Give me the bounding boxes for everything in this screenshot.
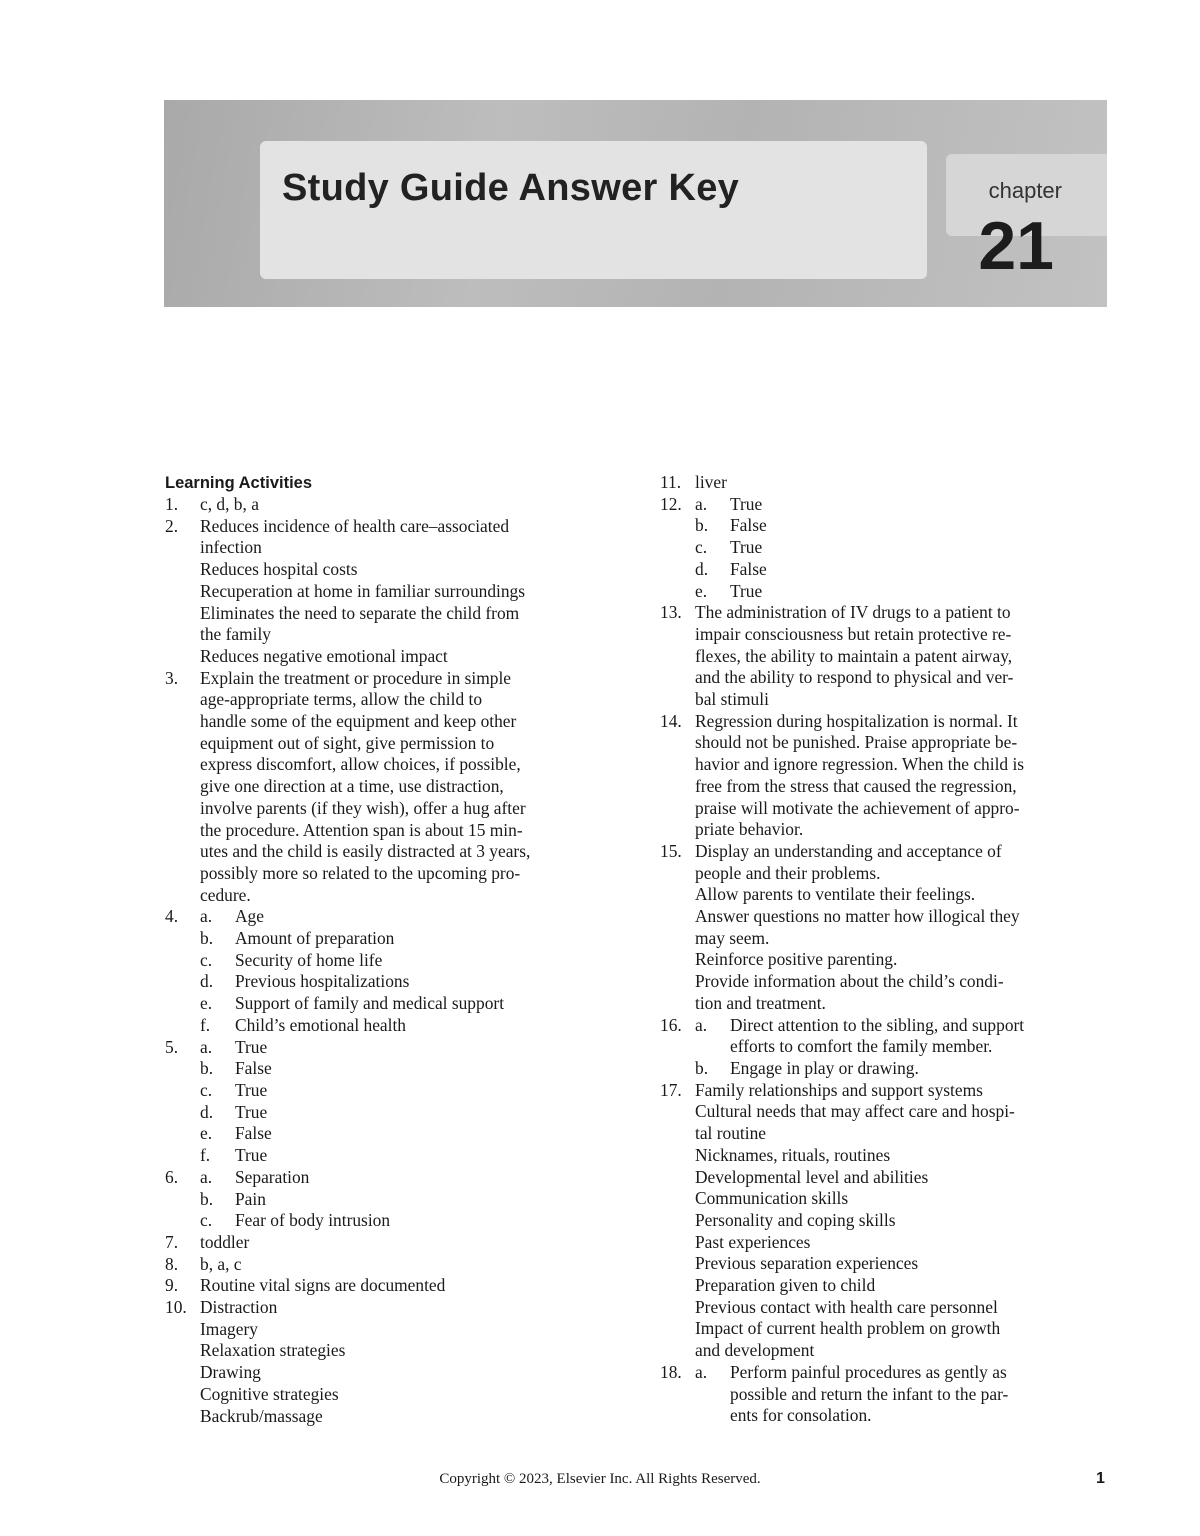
sub-answer-letter: c. — [200, 1210, 213, 1231]
chapter-banner — [164, 100, 1107, 307]
answer-text: Developmental level and abilities — [695, 1166, 929, 1187]
sub-answer — [695, 559, 1110, 581]
sub-answer-letter: d. — [200, 971, 214, 992]
sub-answer — [695, 581, 1110, 603]
sub-answer-text: Perform painful procedures as gently as — [730, 1361, 1007, 1382]
sub-answer-text: Direct attention to the sibling, and support — [730, 1014, 1025, 1035]
answer-item — [165, 906, 615, 1036]
answer-item — [165, 1254, 615, 1276]
sub-answer — [200, 1102, 615, 1124]
sub-answer-letter: b. — [695, 1057, 709, 1078]
sub-answer-text: Amount of preparation — [235, 928, 395, 949]
answer-text: Reduces negative emotional impact — [200, 645, 448, 666]
sub-answer — [695, 537, 1110, 559]
answer-text: the family — [200, 624, 271, 645]
answer-number: 14. — [660, 710, 682, 731]
answer-text: people and their problems. — [695, 862, 881, 883]
page-title: Study Guide Answer Key — [282, 167, 740, 209]
answer-text: Personality and coping skills — [695, 1209, 896, 1230]
answer-text: toddler — [200, 1231, 250, 1252]
answer-text: Previous contact with health care personnel — [695, 1296, 998, 1317]
answer-text: Distraction — [200, 1297, 278, 1318]
answer-text: bal stimuli — [695, 689, 769, 710]
answer-number: 3. — [165, 667, 179, 688]
answer-text: Reduces incidence of health care–associated — [200, 515, 510, 536]
answer-item — [165, 1167, 615, 1232]
answer-text: Cognitive strategies — [200, 1383, 339, 1404]
sub-answer-letter: a. — [695, 1361, 708, 1382]
sub-answer — [695, 1058, 1110, 1080]
sub-answer-text: True — [730, 493, 763, 514]
answer-text: tal routine — [695, 1123, 766, 1144]
answer-text: Cultural needs that may affect care and hospi- — [695, 1101, 1015, 1122]
answer-text: impair consciousness but retain protective re- — [695, 623, 1012, 644]
answer-text: priate behavior. — [695, 819, 804, 840]
sub-answer-text: False — [730, 515, 767, 536]
answer-text: and the ability to respond to physical and ver- — [695, 667, 1014, 688]
sub-answer-letter: f. — [200, 1014, 211, 1035]
answer-text: flexes, the ability to maintain a patent airway, — [695, 645, 1013, 666]
sub-answer — [200, 1037, 615, 1059]
sub-answer-text: True — [235, 1145, 268, 1166]
answer-text: Reinforce positive parenting. — [695, 949, 898, 970]
answer-number: 7. — [165, 1231, 179, 1252]
sub-answer — [200, 1145, 615, 1167]
sub-answer — [695, 494, 1110, 516]
sub-answer — [200, 906, 615, 928]
answer-item — [660, 494, 1110, 603]
answer-text: Drawing — [200, 1362, 261, 1383]
answer-text: cedure. — [200, 884, 251, 905]
sub-answer-text: ents for consolation. — [730, 1405, 872, 1426]
answer-text: involve parents (if they wish), offer a hug after — [200, 797, 526, 818]
answer-item — [660, 841, 1110, 1015]
left-answer-list — [165, 494, 615, 1427]
answer-item — [165, 668, 615, 907]
sub-answer-text: Engage in play or drawing. — [730, 1057, 919, 1078]
answer-text: Preparation given to child — [695, 1275, 876, 1296]
sub-answer-letter: a. — [200, 1036, 213, 1057]
copyright-footer: Copyright © 2023, Elsevier Inc. All Rights Reserved. — [439, 1471, 761, 1487]
sub-answer-letter: b. — [200, 1058, 214, 1079]
answer-number: 4. — [165, 906, 179, 927]
answer-number: 10. — [165, 1297, 187, 1318]
sub-answer-letter: e. — [695, 580, 708, 601]
answer-number: 18. — [660, 1361, 682, 1382]
answer-text: Impact of current health problem on growth — [695, 1318, 1001, 1339]
answer-item — [165, 516, 615, 668]
answer-text: should not be punished. Praise appropriate be- — [695, 732, 1018, 753]
answer-text: Relaxation strategies — [200, 1340, 346, 1361]
answer-item — [660, 1080, 1110, 1362]
sub-answer-letter: c. — [695, 537, 708, 558]
sub-answer-text: Support of family and medical support — [235, 993, 505, 1014]
sub-answer-letter: a. — [695, 1014, 708, 1035]
sub-answer — [200, 1167, 615, 1189]
sub-answer-text: True — [730, 537, 763, 558]
right-answer-list — [660, 472, 1110, 1427]
answer-item — [660, 602, 1110, 711]
sub-answer-letter: d. — [200, 1101, 214, 1122]
answer-number: 12. — [660, 493, 682, 514]
answer-number: 6. — [165, 1166, 179, 1187]
answer-item — [660, 472, 1110, 494]
answer-text: Nicknames, rituals, routines — [695, 1144, 891, 1165]
answer-text: age-appropriate terms, allow the child to — [200, 689, 483, 710]
sub-answer-letter: f. — [200, 1145, 211, 1166]
answer-text: Provide information about the child’s condi- — [695, 971, 1004, 992]
section-heading: Learning Activities — [165, 474, 313, 492]
answer-number: 15. — [660, 840, 682, 861]
sub-answer-text: Child’s emotional health — [235, 1014, 406, 1035]
answer-text: Past experiences — [695, 1231, 811, 1252]
sub-answer-letter: a. — [200, 906, 213, 927]
answer-text: liver — [695, 472, 727, 492]
sub-answer-text: False — [235, 1123, 272, 1144]
answer-item — [660, 1362, 1110, 1427]
chapter-label: chapter — [988, 178, 1062, 203]
answer-number: 5. — [165, 1036, 179, 1057]
answer-text: free from the stress that caused the regression, — [695, 775, 1017, 796]
sub-answer — [200, 1123, 615, 1145]
answer-text: havior and ignore regression. When the child is — [695, 754, 1025, 775]
sub-answer-letter: e. — [200, 993, 213, 1014]
answer-item — [165, 1297, 615, 1427]
answer-text: Routine vital signs are documented — [200, 1275, 446, 1296]
answer-text: Reduces hospital costs — [200, 559, 358, 580]
sub-answer — [200, 950, 615, 972]
answer-item — [165, 494, 615, 516]
sub-answer-letter: d. — [695, 558, 709, 579]
sub-answer — [200, 1015, 615, 1037]
sub-answer — [200, 1189, 615, 1211]
answer-text: and development — [695, 1340, 815, 1361]
sub-answer-text: False — [235, 1058, 272, 1079]
answer-text: b, a, c — [200, 1253, 242, 1274]
sub-answer — [200, 993, 615, 1015]
answer-text: c, d, b, a — [200, 494, 259, 514]
answer-text: utes and the child is easily distracted at 3 years, — [200, 841, 531, 862]
sub-answer — [695, 1015, 1110, 1058]
answer-text: Eliminates the need to separate the child from — [200, 602, 520, 623]
sub-answer-text: False — [730, 558, 767, 579]
sub-answer — [200, 1210, 615, 1232]
answer-item — [660, 1015, 1110, 1080]
answer-text: Regression during hospitalization is normal. It — [695, 710, 1018, 731]
sub-answer-text: Separation — [235, 1166, 310, 1187]
answer-number: 1. — [165, 494, 179, 514]
answer-text: infection — [200, 537, 262, 558]
answer-text: praise will motivate the achievement of appro- — [695, 797, 1020, 818]
sub-answer-text: Security of home life — [235, 949, 383, 970]
answer-text: Recuperation at home in familiar surroundings — [200, 580, 526, 601]
sub-answer-text: Previous hospitalizations — [235, 971, 410, 992]
sub-answer-text: True — [730, 580, 763, 601]
chapter-box — [946, 154, 1107, 284]
sub-answer-text: True — [235, 1101, 268, 1122]
answer-text: tion and treatment. — [695, 992, 826, 1013]
sub-answer-letter: a. — [695, 493, 708, 514]
answer-text: The administration of IV drugs to a patient to — [695, 602, 1011, 623]
answer-text: possibly more so related to the upcoming pro- — [200, 862, 521, 883]
sub-answer — [200, 928, 615, 950]
answer-item — [165, 1037, 615, 1167]
answer-item — [165, 1275, 615, 1297]
answer-text: Previous separation experiences — [695, 1253, 919, 1274]
answer-text: Display an understanding and acceptance of — [695, 840, 1002, 861]
sub-answer-text: Age — [235, 906, 264, 927]
sub-answer-letter: b. — [200, 928, 214, 949]
answer-text: give one direction at a time, use distraction, — [200, 776, 504, 797]
sub-answer-letter: e. — [200, 1123, 213, 1144]
answer-text: may seem. — [695, 927, 770, 948]
answer-text: equipment out of sight, give permission to — [200, 732, 495, 753]
answer-text: Family relationships and support systems — [695, 1079, 983, 1100]
sub-answer-letter: b. — [695, 515, 709, 536]
sub-answer — [695, 515, 1110, 537]
answer-item — [165, 1232, 615, 1254]
page-number: 1 — [1096, 1470, 1105, 1487]
answer-number: 9. — [165, 1275, 179, 1296]
sub-answer-letter: c. — [200, 1079, 213, 1100]
answer-number: 2. — [165, 515, 179, 536]
sub-answer-letter: a. — [200, 1166, 213, 1187]
sub-answer — [200, 971, 615, 993]
answer-text: Answer questions no matter how illogical they — [695, 906, 1020, 927]
sub-answer-text: True — [235, 1036, 268, 1057]
sub-answer-text: efforts to comfort the family member. — [730, 1036, 993, 1057]
sub-answer-text: possible and return the infant to the par- — [730, 1383, 1009, 1404]
sub-answer-text: Fear of body intrusion — [235, 1210, 391, 1231]
answer-text: Backrub/massage — [200, 1405, 323, 1426]
answer-text: handle some of the equipment and keep other — [200, 711, 517, 732]
answer-number: 16. — [660, 1014, 682, 1035]
sub-answer — [200, 1058, 615, 1080]
sub-answer — [695, 1362, 1110, 1427]
answer-number: 17. — [660, 1079, 682, 1100]
answer-item — [660, 711, 1110, 841]
sub-answer-text: True — [235, 1079, 268, 1100]
answer-text: Communication skills — [695, 1188, 849, 1209]
sub-answer-text: Pain — [235, 1188, 266, 1209]
answer-text: Explain the treatment or procedure in simple — [200, 667, 511, 688]
sub-answer-letter: b. — [200, 1188, 214, 1209]
sub-answer — [200, 1080, 615, 1102]
left-column — [165, 472, 615, 1427]
sub-answer-letter: c. — [200, 949, 213, 970]
answer-text: the procedure. Attention span is about 15 min- — [200, 819, 523, 840]
right-column — [660, 472, 1110, 1427]
answer-number: 11. — [660, 472, 682, 492]
answer-text: express discomfort, allow choices, if possible, — [200, 754, 521, 775]
chapter-number: 21 — [978, 208, 1054, 284]
answer-number: 13. — [660, 602, 682, 623]
answer-text: Allow parents to ventilate their feelings. — [695, 884, 976, 905]
answer-text: Imagery — [200, 1318, 258, 1339]
title-box — [260, 141, 927, 279]
answer-number: 8. — [165, 1253, 179, 1274]
